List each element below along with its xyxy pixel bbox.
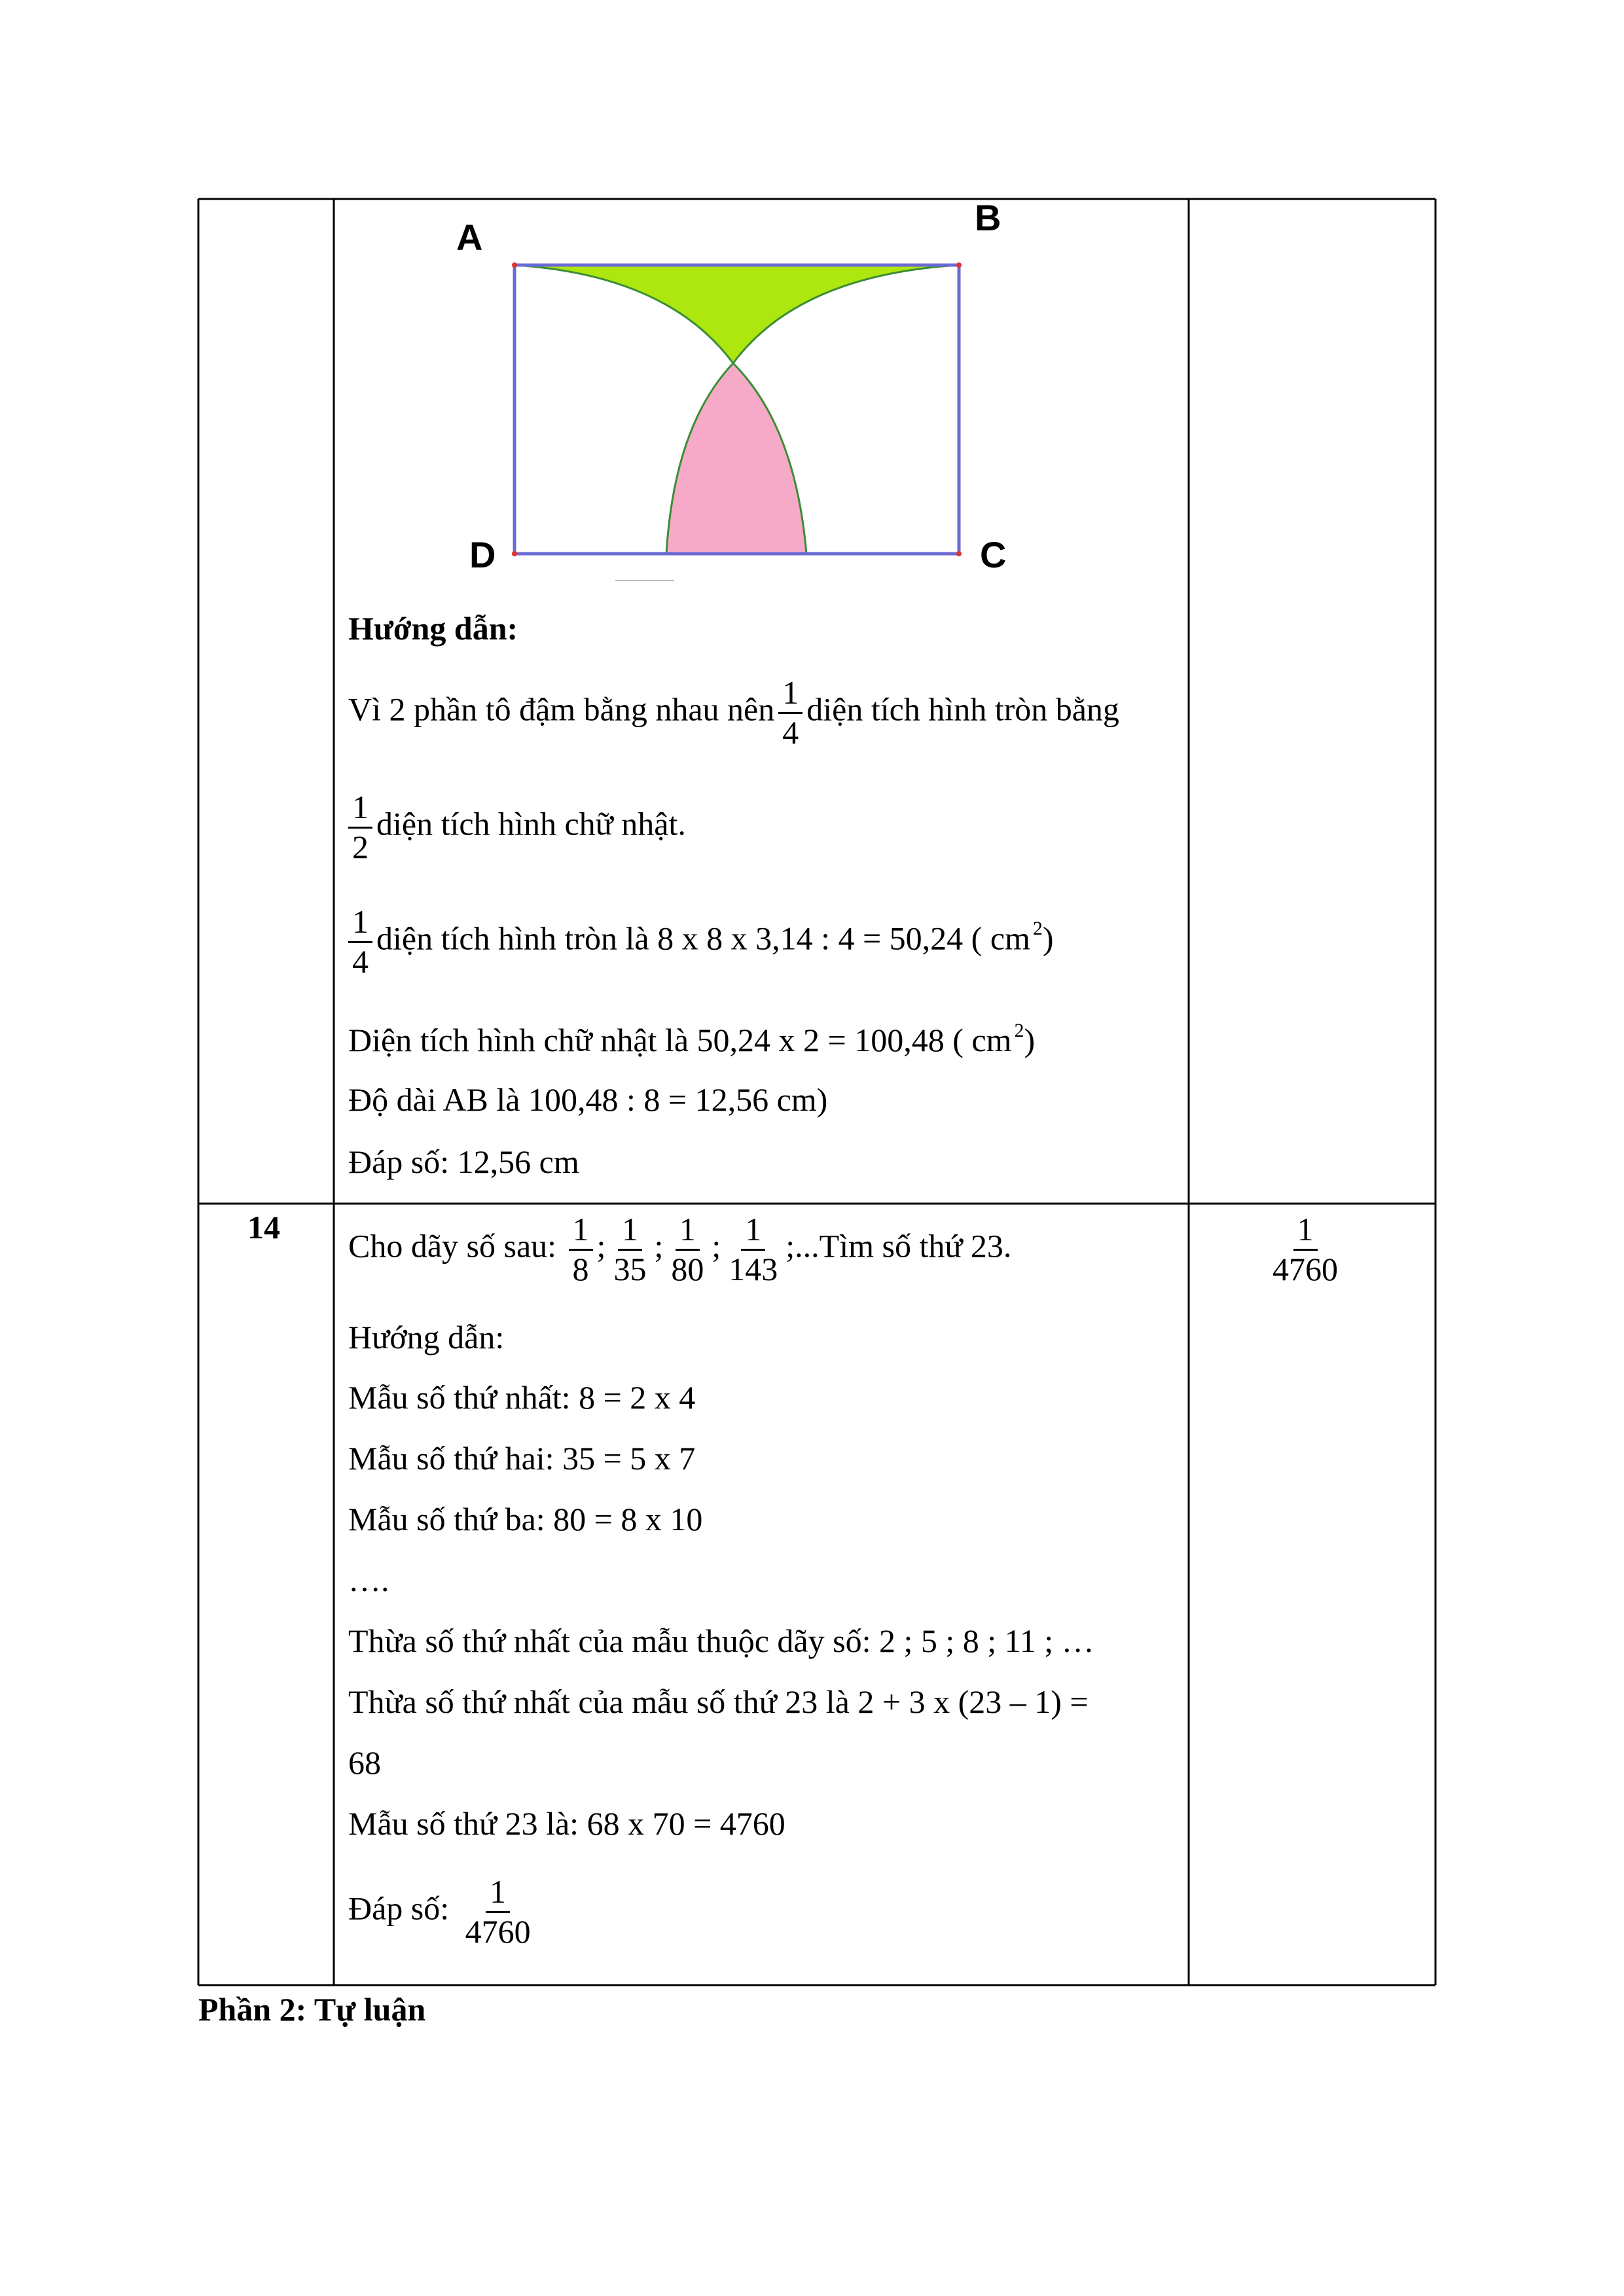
vertex-label-a: A <box>456 217 483 258</box>
sequence-term-3 <box>667 1211 708 1288</box>
separator: ; <box>712 1227 721 1265</box>
fraction-denominator: 4760 <box>1272 1250 1338 1287</box>
fraction-one-quarter <box>348 903 372 980</box>
fraction-numerator: 1 <box>1293 1211 1318 1251</box>
guide-line-1-prefix: Vì 2 phần tô đậm bằng nhau nên <box>348 691 775 728</box>
guide-heading: Hướng dẫn: <box>348 610 518 647</box>
green-shaded-region <box>514 265 959 363</box>
fraction-numerator: 1 <box>569 1211 593 1251</box>
separator: ; <box>654 1227 664 1265</box>
fraction-numerator: 1 <box>486 1873 510 1913</box>
guide-line-4 <box>348 1021 1035 1056</box>
guide-line-3-text: diện tích hình tròn là 8 x 8 x 3,14 : 4 = 50,24 ( cm <box>376 920 1030 957</box>
vertex-label-b: B <box>975 197 1001 238</box>
closing-paren: ) <box>1024 1022 1036 1058</box>
fraction-numerator: 1 <box>676 1211 700 1251</box>
fraction-numerator: 1 <box>741 1211 765 1251</box>
guide-line-1 <box>348 674 1119 751</box>
fraction-numerator: 1 <box>778 674 803 714</box>
guide-line-2 <box>344 789 686 866</box>
fraction-numerator: 1 <box>618 1211 642 1251</box>
fraction-denominator: 8 <box>572 1250 589 1287</box>
fraction-numerator: 1 <box>348 903 372 943</box>
fraction-one-half <box>348 789 372 866</box>
fraction-one-quarter <box>778 674 803 751</box>
fraction-numerator: 1 <box>348 789 372 829</box>
fraction-denominator: 80 <box>671 1250 704 1287</box>
fraction-denominator: 4 <box>352 942 369 980</box>
final-answer-line <box>348 1873 539 1950</box>
problem-number: 14 <box>247 1209 280 1246</box>
guide-line-2-text: diện tích hình chữ nhật. <box>376 805 686 842</box>
step-denominator-3: Mẫu số thứ ba: 80 = 8 x 10 <box>348 1501 703 1537</box>
answer-column-fraction <box>1265 1211 1346 1288</box>
sequence-term-1 <box>569 1211 593 1288</box>
section-heading: Phần 2: Tự luận <box>198 1991 426 2028</box>
final-answer-label: Đáp số: <box>348 1890 450 1927</box>
superscript-two: 2 <box>1032 918 1043 940</box>
question-suffix: ;...Tìm số thứ 23. <box>785 1227 1012 1265</box>
guide-heading-14: Hướng dẫn: <box>348 1319 505 1355</box>
superscript-two: 2 <box>1014 1020 1024 1041</box>
vertex-label-d: D <box>469 534 496 575</box>
step-denominator-23: Mẫu số thứ 23 là: 68 x 70 = 4760 <box>348 1805 785 1842</box>
fraction-denominator: 2 <box>352 828 369 865</box>
guide-line-3 <box>344 903 1054 980</box>
fraction-denominator: 143 <box>729 1250 778 1287</box>
sequence-term-4 <box>725 1211 782 1288</box>
guide-line-4-text: Diện tích hình chữ nhật là 50,24 x 2 = 100,48 ( cm <box>348 1022 1012 1058</box>
pink-shaded-region <box>666 363 806 554</box>
vertex-label-c: C <box>980 534 1007 575</box>
sequence-term-2 <box>609 1211 650 1288</box>
fraction-denominator: 4 <box>782 713 799 751</box>
fraction-denominator: 4760 <box>465 1912 531 1950</box>
step-denominator-1: Mẫu số thứ nhất: 8 = 2 x 4 <box>348 1379 696 1416</box>
question-prefix: Cho dãy số sau: <box>348 1227 557 1265</box>
guide-line-1-suffix: diện tích hình tròn bằng <box>806 691 1119 728</box>
final-answer-fraction <box>461 1873 535 1950</box>
step-factor-23-b: 68 <box>348 1744 381 1781</box>
guide-line-6: Đáp số: 12,56 cm <box>348 1143 579 1180</box>
fraction-denominator: 35 <box>613 1250 647 1287</box>
question-line <box>348 1211 1011 1288</box>
step-factor-sequence: Thừa số thứ nhất của mẫu thuộc dãy số: 2 ; 5 ; 8 ; 11 ; … <box>348 1623 1094 1659</box>
step-denominator-2: Mẫu số thứ hai: 35 = 5 x 7 <box>348 1440 696 1477</box>
separator: ; <box>596 1227 606 1265</box>
closing-paren: ) <box>1042 920 1054 957</box>
step-factor-23-a: Thừa số thứ nhất của mẫu số thứ 23 là 2 + 3 x (23 – 1) = <box>348 1683 1089 1720</box>
answer-fraction <box>1269 1211 1342 1288</box>
step-ellipsis: …. <box>348 1562 389 1598</box>
guide-line-5: Độ dài AB là 100,48 : 8 = 12,56 cm) <box>348 1081 828 1118</box>
